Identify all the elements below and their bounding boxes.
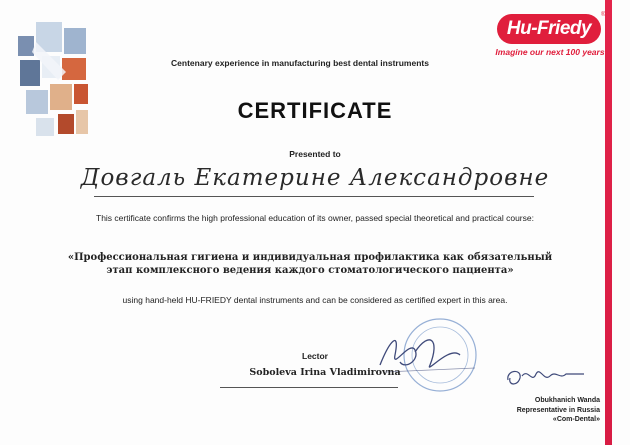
logo-registered-mark: ®	[601, 12, 606, 18]
representative-company: «Com-Dental»	[552, 416, 600, 423]
representative-role: Representative in Russia	[516, 406, 600, 414]
red-side-band	[605, 0, 612, 445]
representative-name: Obukhanich Wanda	[534, 397, 600, 404]
representative-block	[480, 396, 600, 425]
header-subtitle: Centenary experience in manufacturing best dental instruments	[171, 58, 429, 68]
course-line-2: этап комплексного ведения каждого стоматологического пациента»	[106, 265, 514, 276]
lector-label: Lector	[302, 351, 328, 361]
logo-text: Hu-Friedy	[506, 18, 592, 39]
course-line-1: «Профессиональная гигиена и индивидуальная профилактика как обязательный	[67, 252, 553, 263]
hu-friedy-logo	[497, 14, 601, 44]
presented-label: Presented to	[289, 149, 341, 159]
logo-tagline: Imagine our next 100 years	[495, 47, 605, 57]
handwritten-signature-icon	[500, 360, 590, 395]
using-text: using hand-held HU-FRIEDY dental instruments and can be considered as certified expert in this area.	[122, 295, 508, 305]
lector-signature-line	[220, 387, 398, 388]
certificate-title: CERTIFICATE	[237, 98, 393, 123]
lector-name: Soboleva Irina Vladimirovna	[249, 367, 401, 378]
confirm-text: This certificate confirms the high professional education of its owner, passed special theoretical and practical course:	[96, 213, 534, 223]
recipient-name: Довгаль Екатерине Александровне	[80, 165, 550, 191]
decorative-mosaic-icon	[6, 12, 92, 152]
recipient-underline	[94, 196, 534, 197]
course-title	[50, 251, 570, 277]
